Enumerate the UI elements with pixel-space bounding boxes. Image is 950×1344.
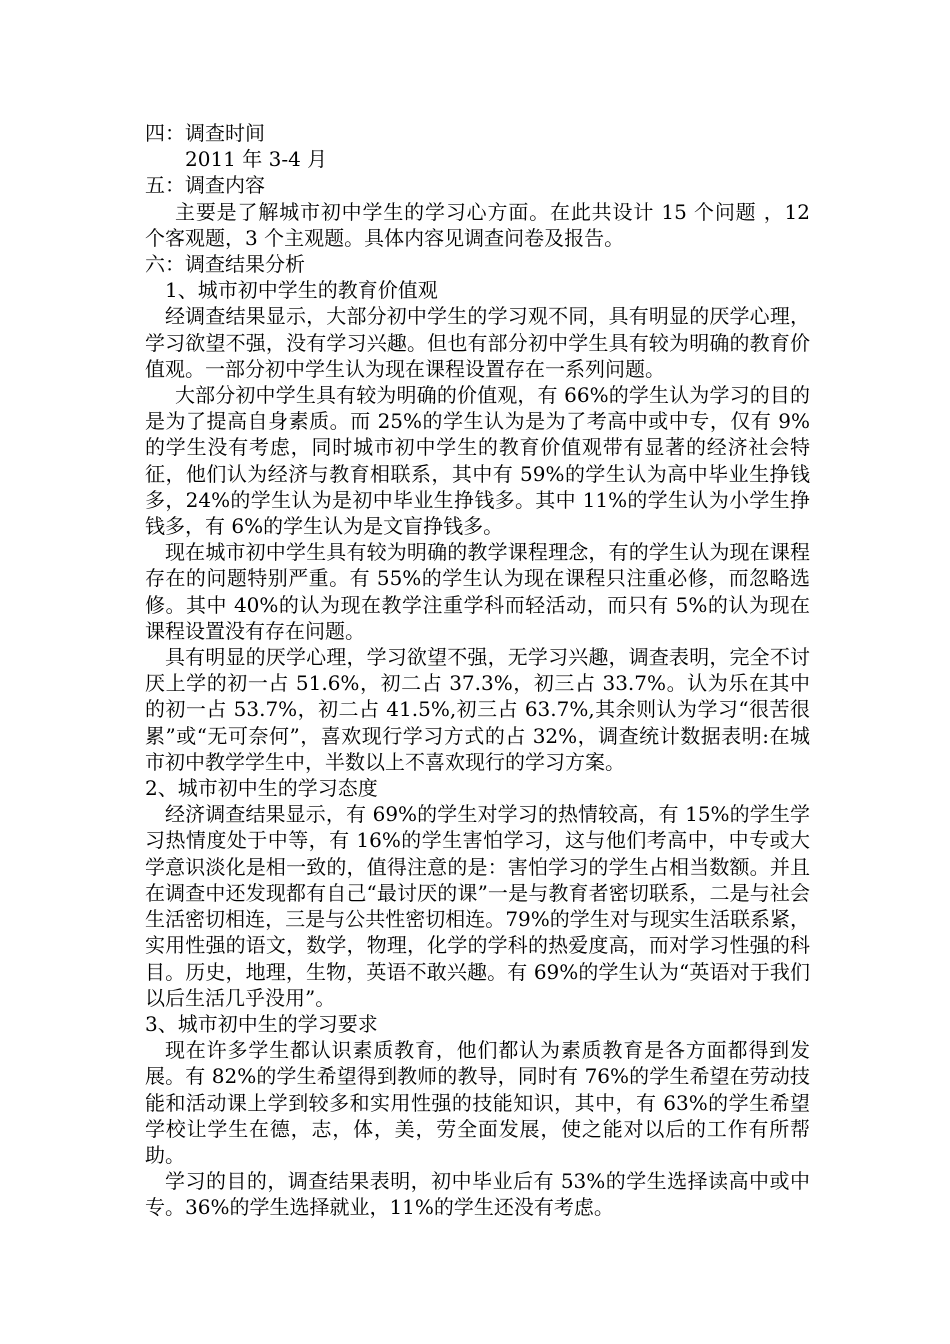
subsection-title-requirements: 3、城市初中生的学习要求 [145,1011,378,1036]
subsection-title-attitude: 2、城市初中生的学习态度 [145,776,378,801]
section-heading-time: 四：调查时间 [145,121,265,145]
paragraph: 具有明显的厌学心理，学习欲望不强，无学习兴趣，调查表明，完全不讨厌上学的初一占 51.6%，初二占 37.3%，初三占 33.7%。认为乐在其中的初一占 53.7%，初二占 41.5%,初三占 63.7%,其余则认为学习“很苦很累”或“无可奈何”，喜欢现行学习方式的占 32%，调查统计数据表明:在城市初中教学学生中，半数以上不喜欢现行的学习方案。 [145,645,810,774]
document-page [145,120,810,1221]
survey-date: 2011 年 3-4 月 [185,147,328,172]
section-heading-content: 五：调查内容 [145,173,265,198]
paragraph: 经济调查结果显示，有 69%的学生对学习的热情较高，有 15%的学生学习热情度处于中等，有 16%的学生害怕学习，这与他们考高中，中专或大学意识淡化是相一致的，值得注意的是：害怕学习的学生占相当数额。并且在调查中还发现都有自己“最讨厌的课”一是与教育者密切联系，二是与社会生活密切相连，三是与公共性密切相连。79%的学生对与现实生活联系紧，实用性强的语文，数学，物理，化学的学科的热爱度高，而对学习性强的科目。历史，地理，生物，英语不敢兴趣。有 69%的学生认为“英语对于我们以后生活几乎没用”。 [145,802,810,1010]
content-paragraph: 主要是了解城市初中学生的学习心方面。在此共设计 15 个问题 ，12 个客观题，3 个主观题。具体内容见调查问卷及报告。 [145,199,810,250]
paragraph: 大部分初中学生具有较为明确的价值观，有 66%的学生认为学习的目的是为了提高自身素质。而 25%的学生认为是为了考高中或中专，仅有 9%的学生没有考虑，同时城市初中学生的教育价值观带有显著的经济社会特征，他们认为经济与教育相联系，其中有 59%的学生认为高中毕业生挣钱多，24%的学生认为是初中毕业生挣钱多。其中 11%的学生认为小学生挣钱多，有 6%的学生认为是文盲挣钱多。 [145,383,810,539]
section-heading-analysis: 六：调查结果分析 [145,252,305,277]
paragraph: 现在许多学生都认识素质教育，他们都认为素质教育是各方面都得到发展。有 82%的学生希望得到教师的教导，同时有 76%的学生希望在劳动技能和活动课上学到较多和实用性强的技能知识，其中，有 63%的学生希望学校让学生在德，志，体，美，劳全面发展，使之能对以后的工作有所帮助。 [145,1038,810,1167]
paragraph: 学习的目的，调查结果表明，初中毕业后有 53%的学生选择读高中或中专。36%的学生选择就业，11%的学生还没有考虑。 [145,1169,810,1220]
subsection-title-values: 1、城市初中学生的教育价值观 [165,278,438,303]
paragraph: 现在城市初中学生具有较为明确的教学课程理念，有的学生认为现在课程存在的问题特别严重。有 55%的学生认为现在课程只注重必修，而忽略选修。其中 40%的认为现在教学注重学科而轻活动，而只有 5%的认为现在课程设置没有存在问题。 [145,540,810,643]
paragraph: 经调查结果显示，大部分初中学生的学习观不同，具有明显的厌学心理，学习欲望不强，没有学习兴趣。但也有部分初中学生具有较为明确的教育价值观。一部分初中学生认为现在课程设置存在一系列问题。 [145,304,810,381]
